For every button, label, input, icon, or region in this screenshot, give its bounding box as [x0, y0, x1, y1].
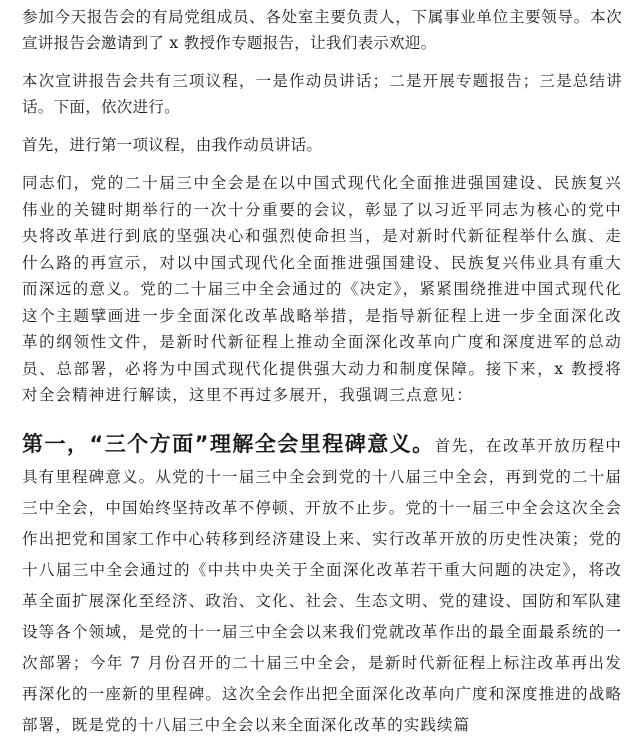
- first-item-paragraph: 首先，进行第一项议程，由我作动员讲话。: [22, 136, 323, 154]
- agenda-paragraph: 本次宣讲报告会共有三项议程，一是作动员讲话；二是开展专题报告；三是总结讲话。下面，依次进行。: [22, 72, 622, 116]
- section-1-paragraph: [22, 429, 622, 741]
- document-page: [22, 4, 622, 741]
- section-1-heading: 第一，“三个方面”理解全会里程碑意义。: [22, 431, 435, 456]
- intro-paragraph: 参加今天报告会的有局党组成员、各处室主要负责人，下属事业单位主要领导。本次宣讲报告会邀请到了 x 教授作专题报告，让我们表示欢迎。: [22, 8, 622, 52]
- speech-body-paragraph: 同志们，党的二十届三中全会是在以中国式现代化全面推进强国建设、民族复兴伟业的关键时期举行的一次十分重要的会议，彰显了以习近平同志为核心的党中央将改革进行到底的坚强决心和强烈使命担当，是对新时代新征程举什么旗、走什么路的再宣示，对以中国式现代化全面推进强国建设、民族复兴伟业具有重大而深远的意义。党的二十届三中全会通过的《决定》，紧紧围绕推进中国式现代化这个主题擘画进一步全面深化改革战略举措，是指导新征程上进一步全面深化改革的纲领性文件，是新时代新征程上推动全面深化改革向广度和深度进军的总动员、总部署，必将为中国式现代化提供强大动力和制度保障。接下来，x 教授将对全会精神进行解读，这里不再过多展开，我强调三点意见：: [22, 174, 622, 404]
- section-1-body: 首先，在改革开放历程中具有里程碑意义。从党的十一届三中全会到党的十八届三中全会，再到党的二十届三中全会，中国始终坚持改革不停顿、开放不止步。党的十一届三中全会这次全会作出把党和国家工作中心转移到经济建设上来、实行改革开放的历史性决策；党的十八届三中全会通过的《中共中央关于全面深化改革若干重大问题的决定》，将改革全面扩展深化至经济、政治、文化、社会、生态文明、党的建设、国防和军队建设等各个领域，是党的十一届三中全会以来我们党就改革作出的最全面最系统的一次部署；今年 7 月份召开的二十届三中全会，是新时代新征程上标注改革再出发再深化的一座新的里程碑。这次全会作出把全面深化改革向广度和深度推进的战略部署，既是党的十八届三中全会以来全面深化改革的实践续篇: [22, 436, 622, 734]
